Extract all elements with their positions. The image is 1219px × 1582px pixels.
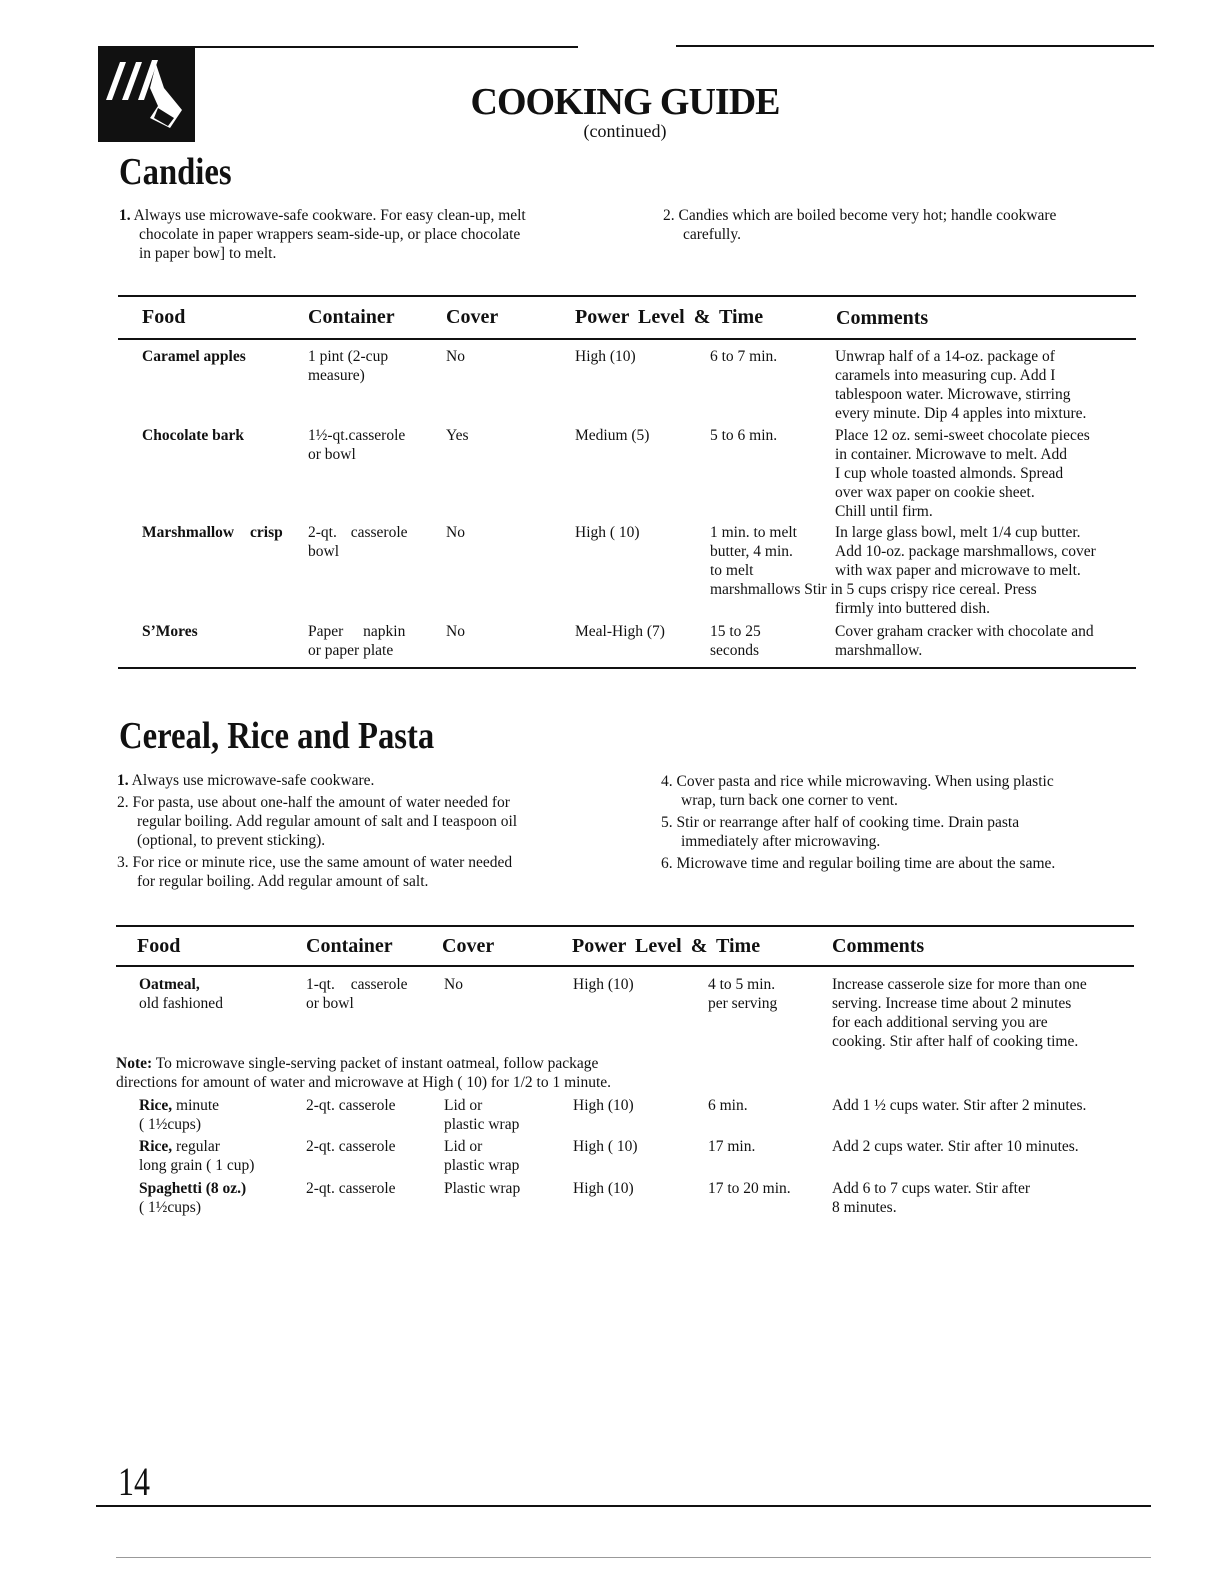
table-top-rule [116, 925, 1134, 927]
header-bottom-rule [118, 338, 1136, 340]
table-row-comments: Add 6 to 7 cups water. Stir after 8 minutes. [832, 1180, 1031, 1216]
table-row-time: 15 to 25 seconds [710, 623, 761, 659]
table-row-comments: Unwrap half of a 14-oz. package of caramels into measuring cup. Add I tablespoon water. Microwave, stirring every minute. Dip 4 apples into mixture. [835, 348, 1087, 422]
table-row-time-comment-tail: marshmallows Stir in 5 cups crispy rice cereal. Press [710, 581, 1037, 598]
table-row-power: Meal-High (7) [575, 623, 665, 640]
col-header-power: Power Level & Time [575, 306, 764, 328]
cereal-notes-right: 4. Cover pasta and rice while microwaving. When using plastic wrap, turn back one corner to vent. 5. Stir or rearrange after half of cooking time. Drain pasta immediately after microwaving. 6. Microwave time and regular boiling time are about the same. [661, 773, 1056, 872]
note-number: 1. [119, 207, 131, 224]
header-bottom-rule [116, 965, 1134, 967]
table-row-food: Caramel apples [142, 348, 246, 365]
col-header-cover: Cover [446, 306, 499, 328]
table-row-cover: Yes [446, 427, 469, 444]
table-row-food: Marshmallow crisp [142, 524, 283, 541]
table-row-comments-tail: firmly into buttered dish. [835, 600, 990, 617]
table-row-cover: Lid or plastic wrap [444, 1138, 520, 1174]
page-title: COOKING GUIDE [470, 81, 780, 123]
table-row-container: 2-qt. casserole bowl [308, 524, 408, 560]
table-row-cover: Plastic wrap [444, 1180, 521, 1197]
footer-rule [96, 1505, 1151, 1507]
table-row-time: 17 to 20 min. [708, 1180, 791, 1197]
table-row-power: High ( 10) [573, 1138, 638, 1155]
table-row-food: Rice, minute ( 1½cups) [139, 1097, 220, 1133]
table-row-container: 1-qt. casserole or bowl [306, 976, 408, 1012]
table-row-time: 17 min. [708, 1138, 756, 1155]
table-row-food: S’Mores [142, 623, 198, 640]
table-row-power: High (10) [573, 1097, 634, 1114]
col-header-comments: Comments [832, 935, 925, 957]
col-header-food: Food [137, 935, 181, 957]
table-row-comments: Increase casserole size for more than one serving. Increase time about 2 minutes for each additional serving you are cooking. Stir after half of cooking time. [832, 976, 1087, 1050]
table-row-container: 1½-qt.casserole or bowl [308, 427, 406, 463]
table-row-food: Oatmeal, old fashioned [139, 976, 223, 1012]
table-row-comments: In large glass bowl, melt 1/4 cup butter. Add 10-oz. package marshmallows, cover with wax paper and microwave to melt. [835, 524, 1096, 579]
top-rule-right [676, 45, 1154, 47]
page-number: 14 [118, 1459, 150, 1504]
table-row-comments: Cover graham cracker with chocolate and marshmallow. [835, 623, 1094, 659]
section-title-candies: Candies [119, 151, 232, 193]
table-row-cover: No [446, 623, 465, 640]
table-row-cover: Lid or plastic wrap [444, 1097, 520, 1133]
table-bottom-rule [118, 667, 1136, 669]
col-header-container: Container [308, 306, 395, 328]
table-row-time: 5 to 6 min. [710, 427, 778, 444]
table-row-container: 1 pint (2-cup measure) [308, 348, 389, 384]
candies-note-left: 1. Always use microwave-safe cookware. For easy clean-up, melt chocolate in paper wrappers seam-side-up, or place chocolate in paper bow] to melt. [119, 207, 526, 262]
col-header-container: Container [306, 935, 393, 957]
table-row-cover: No [444, 976, 463, 993]
table-row-cover: No [446, 524, 465, 541]
table-row-comments: Place 12 oz. semi-sweet chocolate pieces in container. Microwave to melt. Add I cup whole toasted almonds. Spread over wax paper on cookie sheet. Chill until firm. [835, 427, 1090, 520]
cereal-notes-left: 1. Always use microwave-safe cookware. 2. For pasta, use about one-half the amount of water needed for regular boiling. Add regular amount of salt and I teaspoon oil (optional, to prevent sticking). 3. For rice or minute rice, use the same amount of water needed for regular boiling. Add regular amount of salt. [117, 772, 518, 890]
table-row-time: 4 to 5 min. per serving [708, 976, 778, 1012]
page-subtitle: (continued) [583, 121, 667, 141]
table-top-rule [118, 295, 1136, 297]
table-row-power: High (10) [575, 348, 636, 365]
table-row-power: High ( 10) [575, 524, 640, 541]
table-row-comments: Add 2 cups water. Stir after 10 minutes. [832, 1138, 1079, 1155]
section-title-cereal: Cereal, Rice and Pasta [119, 715, 435, 757]
table-row-time: 6 min. [708, 1097, 748, 1114]
table-row-food: Rice, regular long grain ( 1 cup) [139, 1138, 255, 1174]
table-row-power: High (10) [573, 976, 634, 993]
table-row-cover: No [446, 348, 465, 365]
note-label: Note: [116, 1055, 153, 1072]
table-row-container: 2-qt. casserole [306, 1097, 396, 1114]
table-row-power: Medium (5) [575, 427, 650, 444]
table-row-food: Chocolate bark [142, 427, 245, 444]
table-row-comments: Add 1 ½ cups water. Stir after 2 minutes. [832, 1097, 1087, 1114]
table-row-food: Spaghetti (8 oz.) ( 1½cups) [139, 1180, 247, 1216]
table-row-container: 2-qt. casserole [306, 1138, 396, 1155]
oatmeal-note: Note: To microwave single-serving packet of instant oatmeal, follow package directions for amount of water and microwave at High ( 10) for 1/2 to 1 minute. [116, 1055, 612, 1091]
col-header-comments: Comments [836, 307, 929, 329]
table-row-container: Paper napkin or paper plate [308, 623, 406, 659]
col-header-food: Food [142, 306, 186, 328]
candies-note-right: 2. Candies which are boiled become very hot; handle cookware carefully. [663, 207, 1057, 243]
table-row-power: High (10) [573, 1180, 634, 1197]
footer-rule-thin [116, 1557, 1151, 1558]
col-header-cover: Cover [442, 935, 495, 957]
table-row-time: 6 to 7 min. [710, 348, 778, 365]
table-row-time: 1 min. to melt butter, 4 min. to melt [710, 524, 797, 579]
table-row-container: 2-qt. casserole [306, 1180, 396, 1197]
col-header-power: Power Level & Time [572, 935, 761, 957]
